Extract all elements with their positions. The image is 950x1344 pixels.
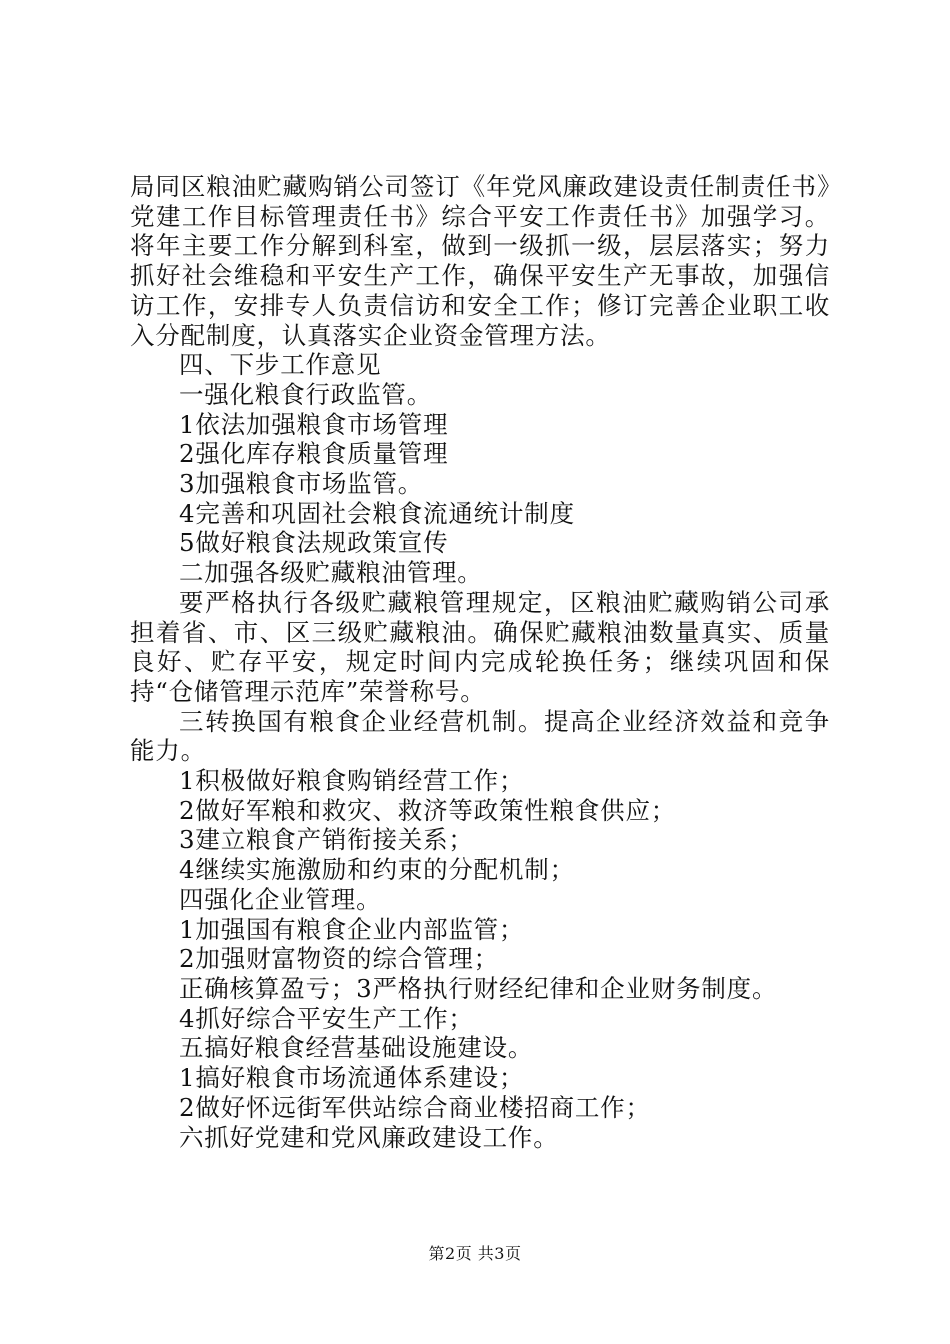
list-item: 3加强粮食市场监管。 — [179, 469, 424, 499]
list-item: 3建立粮食产销衔接关系； — [179, 825, 474, 855]
subheading-item-2: 二加强各级贮藏粮油管理。 — [179, 558, 483, 588]
subheading-item-6: 六抓好党建和党风廉政建设工作。 — [179, 1122, 559, 1152]
subheading-item-1: 一强化粮食行政监管。 — [179, 379, 432, 409]
list-item: 4继续实施激励和约束的分配机制； — [179, 855, 575, 885]
list-item: 1加强国有粮食企业内部监管； — [179, 914, 525, 944]
subheading-item-5: 五搞好粮食经营基础设施建设。 — [179, 1033, 534, 1063]
subheading-item-3: 三转换国有粮食企业经营机制。提高企业经济效益和竞争能力。 — [130, 706, 830, 766]
page-footer — [0, 1244, 950, 1264]
list-item: 2做好军粮和救灾、救济等政策性粮食供应； — [179, 795, 677, 825]
list-item: 1搞好粮食市场流通体系建设； — [179, 1063, 525, 1093]
document-body — [130, 172, 830, 1152]
paragraph-intro-continued: 局同区粮油贮藏购销公司签订《年党风廉政建设责任制责任书》党建工作目标管理责任书》综合平安工作责任书》加强学习。将年主要工作分解到科室，做到一级抓一级，层层落实；努力抓好社会维稳和平安生产工作，确保平安生产无事故，加强信访工作，安排专人负责信访和安全工作；修订完善企业职工收入分配制度，认真落实企业资金管理方法。 — [130, 172, 830, 350]
list-item: 1依法加强粮食市场管理 — [179, 409, 449, 439]
list-item: 1积极做好粮食购销经营工作； — [179, 766, 525, 796]
list-item: 4抓好综合平安生产工作； — [179, 1003, 474, 1033]
list-item: 2加强财富物资的综合管理； — [179, 944, 499, 974]
subheading-item-4: 四强化企业管理。 — [179, 884, 382, 914]
section-heading-next-steps: 四、下步工作意见 — [179, 350, 382, 380]
list-item: 2做好怀远街军供站综合商业楼招商工作； — [179, 1092, 651, 1122]
list-item: 正确核算盈亏；3严格执行财经纪律和企业财务制度。 — [179, 973, 778, 1003]
list-item: 5做好粮食法规政策宣传 — [179, 528, 449, 558]
paragraph-reserve-management: 要严格执行各级贮藏粮管理规定，区粮油贮藏购销公司承担着省、市、区三级贮藏粮油。确保贮藏粮油数量真实、质量良好、贮存平安，规定时间内完成轮换任务；继续巩固和保持“仓储管理示范库”荣誉称号。 — [130, 587, 830, 706]
list-item: 4完善和巩固社会粮食流通统计制度 — [179, 498, 575, 528]
list-item: 2强化库存粮食质量管理 — [179, 439, 449, 469]
page-number-label: 第2页 共3页 — [428, 1244, 522, 1263]
